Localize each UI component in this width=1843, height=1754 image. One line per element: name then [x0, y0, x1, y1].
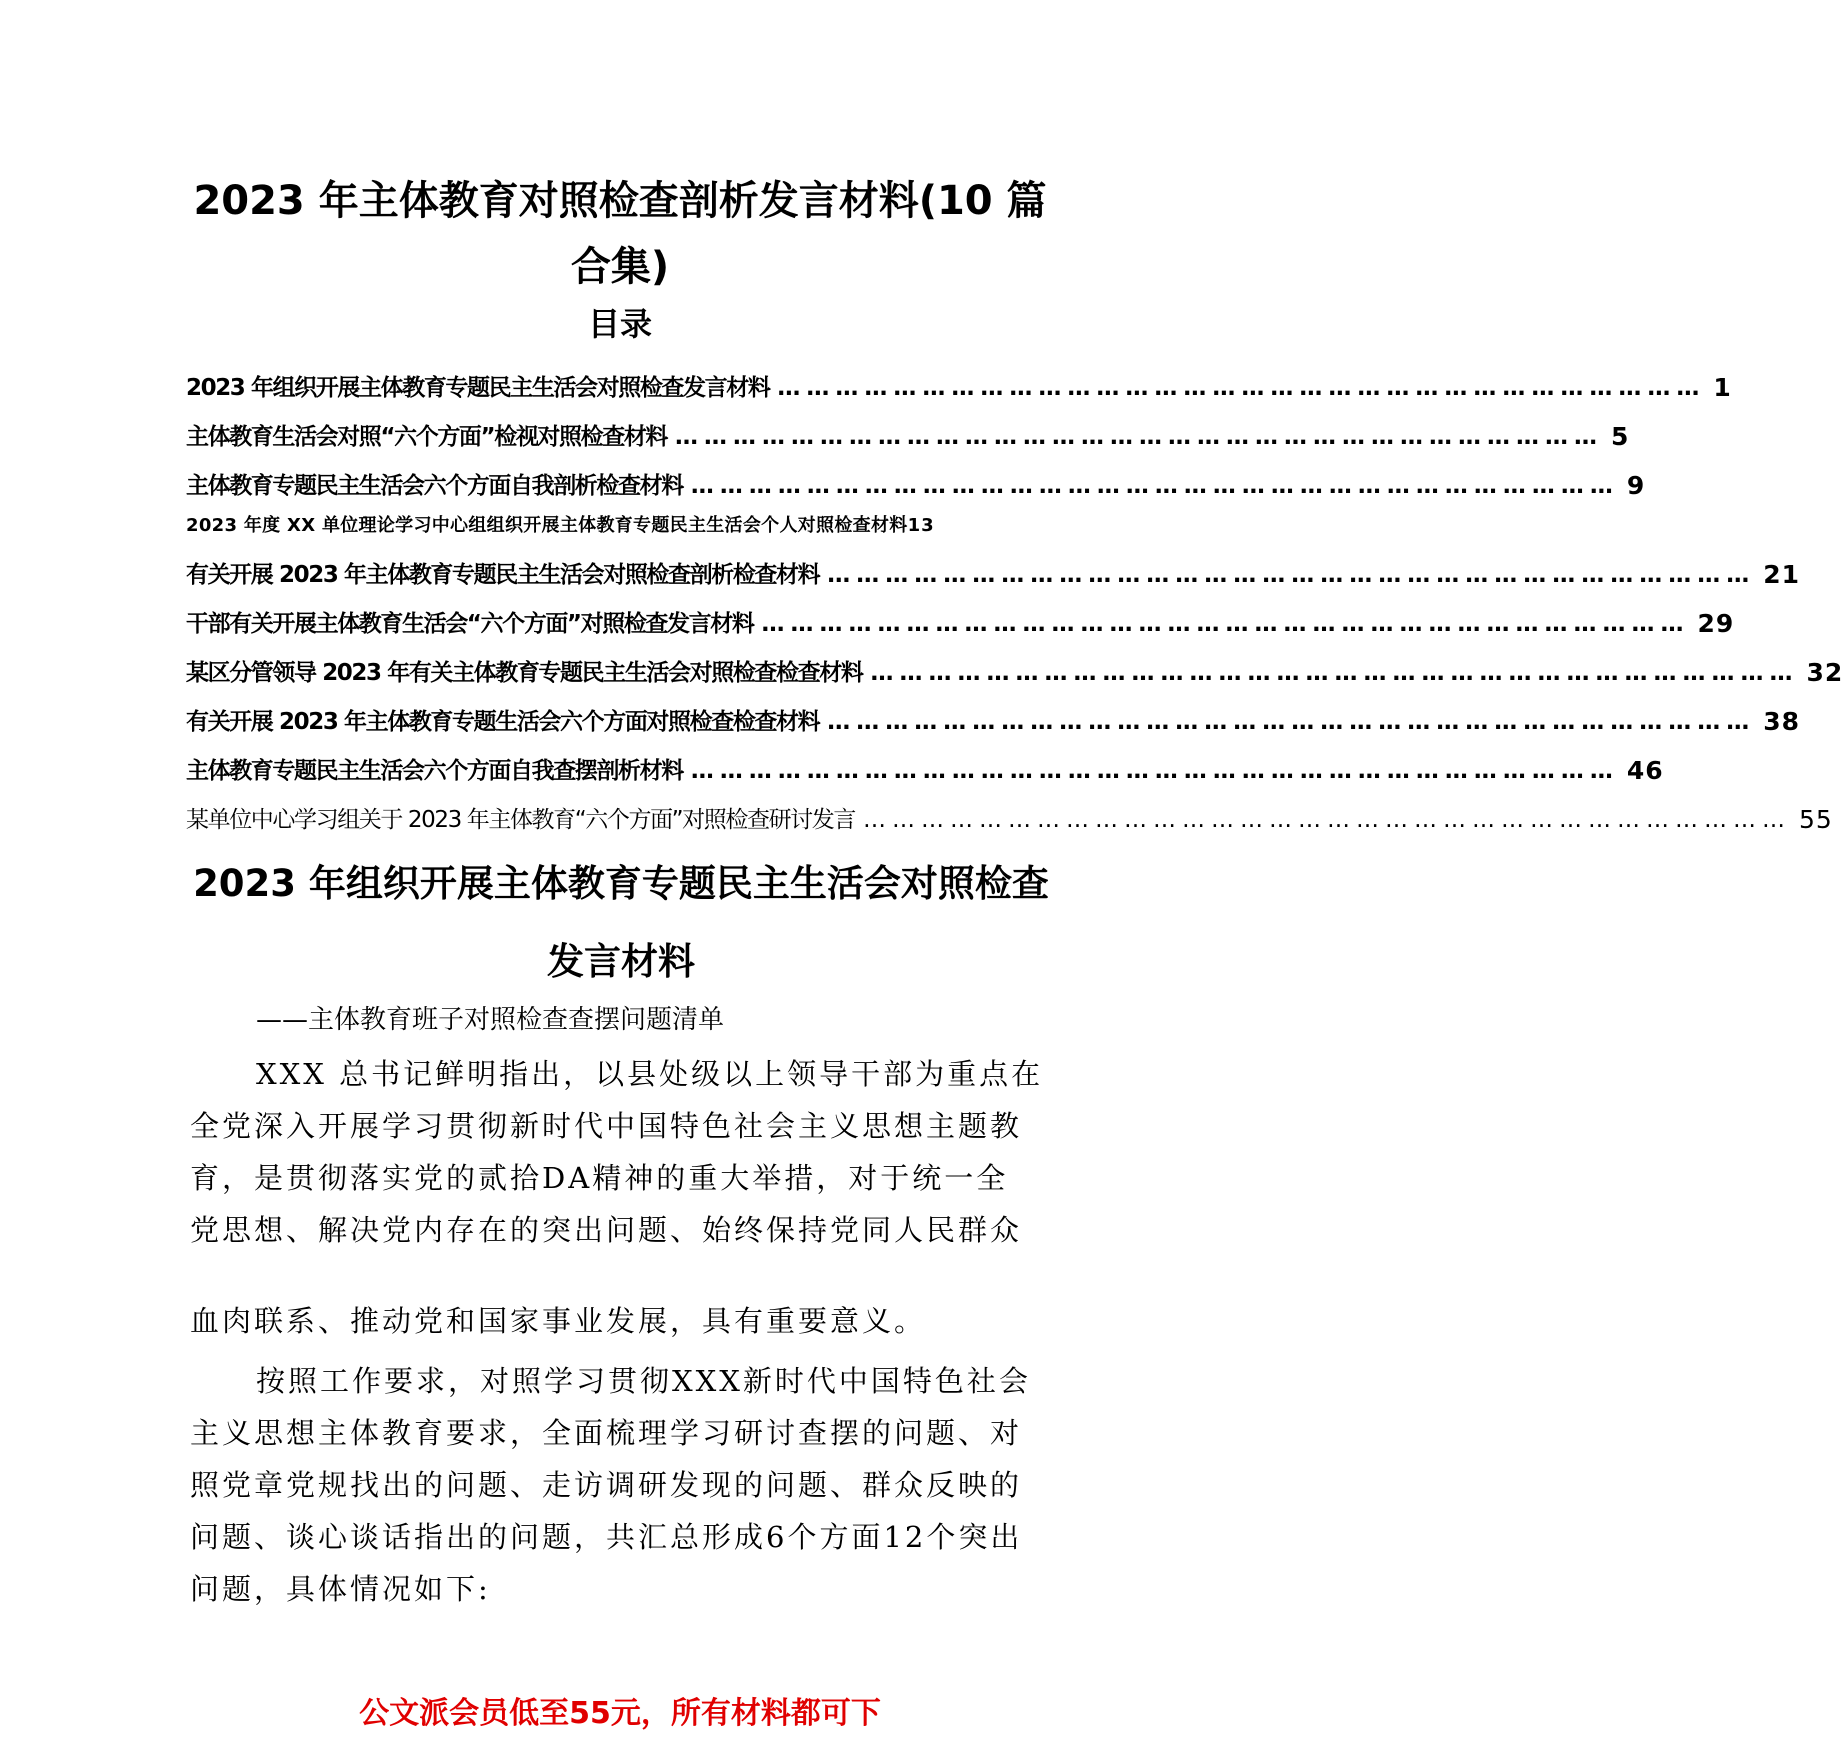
toc-dot-leader: ……………………………………………………………………………………	[863, 807, 1791, 833]
toc-entry-label: 2023 年组织开展主体教育专题民主生活会对照检查发言材料	[186, 375, 770, 401]
toc-entry-page: 32	[1806, 658, 1843, 687]
toc-entry-label: 2023 年度 XX 单位理论学习中心组组织开展主体教育专题民主生活会个人对照检查材料	[186, 515, 908, 536]
toc-dot-leader: ……………………………………………………………………………………	[690, 473, 1619, 499]
toc-dot-leader: ……………………………………………………………………………………	[690, 758, 1619, 784]
promo-footer-note: 公文派会员低至55元，所有材料都可下	[359, 1696, 881, 1731]
section-subtitle: ——主体教育班子对照检查查摆问题清单	[256, 1005, 725, 1035]
toc-dot-leader: ……………………………………………………………………………………	[827, 709, 1756, 735]
section-title: 2023 年组织开展主体教育专题民主生活会对照检查发言材料	[193, 862, 1049, 983]
toc-entry[interactable]	[186, 590, 1735, 639]
document-title: 2023 年主体教育对照检查剖析发言材料(10 篇合集)	[193, 178, 1047, 290]
toc-entry-page: 21	[1763, 560, 1801, 589]
toc-entry-page: 29	[1697, 609, 1735, 638]
toc-entry[interactable]	[186, 541, 1801, 590]
toc-heading: 目录	[587, 305, 652, 343]
body-paragraph: XXX 总书记鲜明指出，以县处级以上领导干部为重点在全党深入开展学习贯彻新时代中国特色社会主义思想主题教育，是贯彻落实党的贰拾DA精神的重大举措，对于统一全 党思想、解决党内存在的突出问题、始终保持党同人民群众	[190, 1057, 1044, 1247]
toc-entry[interactable]	[186, 403, 1630, 452]
toc-dot-leader: ……………………………………………………………………………………	[675, 424, 1604, 450]
toc-entry-page: 46	[1626, 756, 1664, 785]
toc-entry[interactable]	[186, 786, 1833, 835]
toc-entry-page: 1	[1713, 373, 1732, 402]
toc-entry-label: 某单位中心学习组关于 2023 年主体教育“六个方面”对照检查研讨发言	[186, 807, 855, 833]
toc-entry[interactable]	[186, 452, 1646, 501]
toc-entry[interactable]	[186, 688, 1801, 737]
toc-dot-leader: ……………………………………………………………………………………	[827, 562, 1756, 588]
toc-entry[interactable]	[186, 354, 1732, 403]
toc-entry-page: 5	[1611, 422, 1630, 451]
toc-entry-page: 13	[907, 515, 935, 536]
body-paragraph: 血肉联系、推动党和国家事业发展，具有重要意义。	[190, 1304, 927, 1338]
toc-dot-leader: ……………………………………………………………………………………	[761, 611, 1690, 637]
toc-entry-label: 主体教育生活会对照“六个方面”检视对照检查材料	[186, 424, 668, 450]
body-paragraph: 按照工作要求，对照学习贯彻XXX新时代中国特色社会主义思想主体教育要求，全面梳理学习研讨查摆的问题、对照党章党规找出的问题、走访调研发现的问题、群众反映的问题、谈心谈话指出的问题，共汇总形成6个方面12个突出问题，具体情况如下:	[190, 1364, 1031, 1606]
toc-entry-label: 主体教育专题民主生活会六个方面自我查摆剖析材料	[186, 758, 683, 784]
toc-entry[interactable]	[186, 639, 1843, 688]
toc-entry[interactable]	[186, 737, 1664, 786]
toc-entry-label: 有关开展 2023 年主体教育专题生活会六个方面对照检查检查材料	[186, 709, 820, 735]
toc-dot-leader: ……………………………………………………………………………………	[870, 660, 1799, 686]
toc-entry-page: 9	[1626, 471, 1646, 500]
toc-entry[interactable]	[186, 501, 1046, 541]
toc-dot-leader: ……………………………………………………………………………………	[777, 375, 1706, 401]
toc-entry-label: 干部有关开展主体教育生活会“六个方面”对照检查发言材料	[186, 611, 754, 637]
toc-entry-label: 有关开展 2023 年主体教育专题民主生活会对照检查剖析检查材料	[186, 562, 820, 588]
toc-entry-page: 38	[1763, 707, 1801, 736]
toc-entry-page: 55	[1799, 805, 1833, 834]
toc-entry-label: 某区分管领导 2023 年有关主体教育专题民主生活会对照检查检查材料	[186, 660, 863, 686]
table-of-contents	[186, 354, 1843, 835]
toc-entry-label: 主体教育专题民主生活会六个方面自我剖析检查材料	[186, 473, 683, 499]
